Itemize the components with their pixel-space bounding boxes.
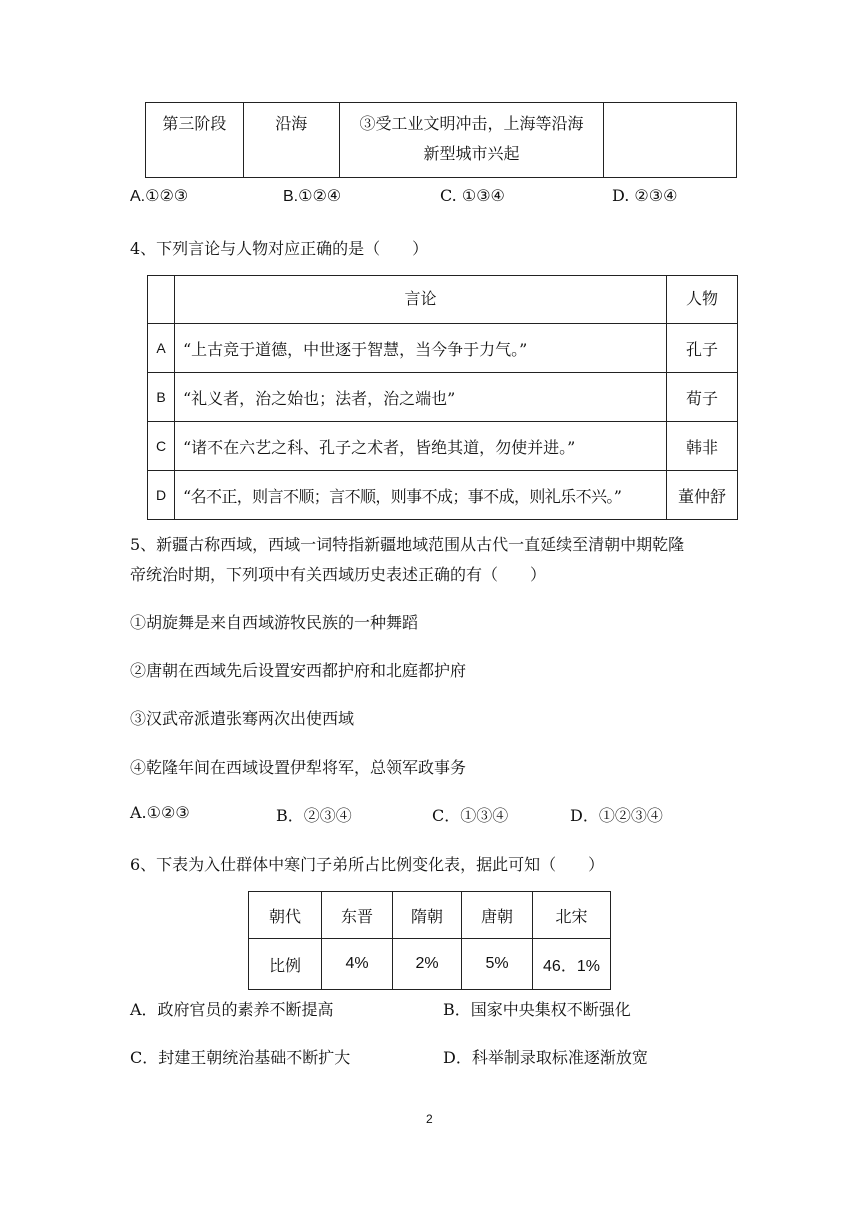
- q3-option-a: A.①②③: [130, 188, 189, 205]
- q4-header-quote: 言论: [175, 276, 667, 324]
- q4-row-person: 荀子: [667, 373, 738, 422]
- q6-header-cell: 朝代: [249, 892, 322, 939]
- q6-header-row: [249, 892, 611, 939]
- q4-row-person: 韩非: [667, 422, 738, 471]
- q6-data-row: [249, 939, 611, 990]
- q4-row-letter: A: [148, 324, 175, 373]
- q5-item-1: ①胡旋舞是来自西域游牧民族的一种舞蹈: [130, 613, 419, 632]
- q5-item-3: ③汉武帝派遣张骞两次出使西域: [130, 709, 355, 728]
- q6-data-cell: 5%: [462, 939, 533, 990]
- q4-row-a: [148, 324, 738, 373]
- q5-item-4: ④乾隆年间在西域设置伊犁将军，总领军政事务: [130, 758, 467, 777]
- q3-region: 沿海: [275, 114, 308, 133]
- q3-blank-cell: [604, 103, 737, 178]
- q5-option-c: C．①③④: [432, 806, 509, 825]
- page-number: 2: [426, 1112, 433, 1126]
- q4-row-b: [148, 373, 738, 422]
- q3-stage: 第三阶段: [162, 114, 227, 133]
- q6-option-b: B．国家中央集权不断强化: [443, 1000, 631, 1019]
- q6-header-cell: 唐朝: [462, 892, 533, 939]
- q4-row-letter: B: [148, 373, 175, 422]
- q6-option-a: A．政府官员的素养不断提高: [130, 1000, 334, 1019]
- q4-header-person: 人物: [667, 276, 738, 324]
- q6-data-cell: 比例: [249, 939, 322, 990]
- q4-row-d: [148, 471, 738, 520]
- q4-header-letter: [148, 276, 175, 324]
- q6-header-cell: 东晋: [322, 892, 393, 939]
- q4-row-quote: “礼义者，治之始也；法者，治之端也”: [175, 373, 667, 422]
- q5-option-b: B．②③④: [276, 806, 352, 825]
- q4-stem: 4、下列言论与人物对应正确的是（ ）: [130, 239, 429, 258]
- q6-option-c: C．封建王朝统治基础不断扩大: [130, 1048, 351, 1067]
- q6-data-cell: 46．1%: [533, 939, 611, 990]
- q4-row-quote: “名不正，则言不顺；言不顺，则事不成；事不成，则礼乐不兴。”: [175, 471, 667, 520]
- q6-option-d: D．科举制录取标准逐渐放宽: [443, 1048, 648, 1067]
- q4-row-letter: C: [148, 422, 175, 471]
- q3-table: [145, 102, 737, 178]
- q6-table: [248, 891, 611, 990]
- q6-stem: 6、下表为入仕群体中寒门子弟所占比例变化表，据此可知（ ）: [130, 855, 605, 874]
- q4-table: [147, 275, 738, 520]
- q5-stem-line2: 帝统治时期，下列项中有关西域历史表述正确的有（ ）: [130, 565, 547, 584]
- q5-option-a: A.①②③: [130, 803, 190, 822]
- q4-row-letter: D: [148, 471, 175, 520]
- q3-option-b: B.①②④: [283, 188, 342, 205]
- q3-region-cell: [243, 103, 339, 178]
- q4-row-person: 孔子: [667, 324, 738, 373]
- q5-stem-line1: 5、新疆古称西域，西域一词特指新疆地域范围从古代一直延续至清朝中期乾隆: [130, 535, 685, 554]
- q6-header-cell: 北宋: [533, 892, 611, 939]
- q3-stage-cell: [146, 103, 244, 178]
- q3-option-d: D. ②③④: [612, 186, 678, 205]
- q6-data-cell: 4%: [322, 939, 393, 990]
- q4-row-c: [148, 422, 738, 471]
- q4-row-quote: “诸不在六艺之科、孔子之术者，皆绝其道，勿使并进。”: [175, 422, 667, 471]
- q4-row-person: 董仲舒: [667, 471, 738, 520]
- q3-desc-cell: [339, 103, 604, 178]
- q5-item-2: ②唐朝在西域先后设置安西都护府和北庭都护府: [130, 661, 467, 680]
- q3-option-c: C. ①③④: [440, 186, 505, 205]
- q3-desc-line2: 新型城市兴起: [423, 144, 520, 163]
- q5-option-d: D．①②③④: [570, 806, 663, 825]
- q6-data-cell: 2%: [393, 939, 462, 990]
- q6-header-cell: 隋朝: [393, 892, 462, 939]
- q4-row-quote: “上古竞于道德，中世逐于智慧，当今争于力气。”: [175, 324, 667, 373]
- q3-desc-line1: ③受工业文明冲击，上海等沿海: [359, 114, 584, 133]
